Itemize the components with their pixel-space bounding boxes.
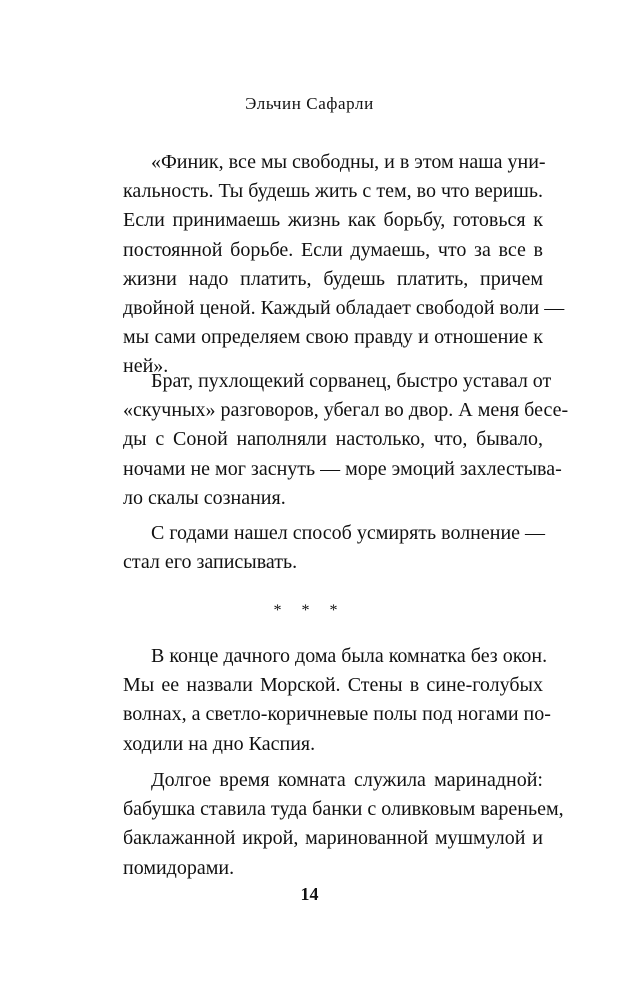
text-line: «Финик, все мы свободны, и в этом наша уни- — [151, 151, 546, 173]
paragraph — [123, 642, 551, 759]
section-break: * * * — [273, 602, 346, 619]
text-line: Брат, пухлощекий сорванец, быстро уставал от — [151, 370, 552, 392]
page-number: 14 — [300, 884, 319, 904]
text-line: Если принимаешь жизнь как борьбу, готовься к — [123, 209, 543, 232]
paragraph — [123, 519, 546, 577]
text-line: мы сами определяем свою правду и отношение к — [123, 326, 543, 349]
text-line: ночами не мог заснуть — море эмоций захлестыва- — [123, 457, 562, 480]
text-line: Долгое время комната служила маринадной: — [151, 769, 543, 791]
text-line: помидорами. — [123, 856, 235, 879]
text-line: жизни надо платить, будешь платить, причем — [123, 267, 543, 290]
text-line: ней». — [123, 355, 169, 378]
text-line: «скучных» разговоров, убегал во двор. А меня бесе- — [123, 399, 569, 422]
text-line: бабушка ставила туда банки с оливковым вареньем, — [123, 798, 564, 821]
text-line: С годами нашел способ усмирять волнение — — [151, 522, 546, 544]
text-line: ды с Соной наполняли настолько, что, бывало, — [123, 428, 543, 451]
text-line: баклажанной икрой, маринованной мушмулой и — [123, 827, 543, 850]
text-line: кальность. Ты будешь жить с тем, во что веришь. — [123, 180, 543, 203]
paragraph — [123, 148, 565, 382]
text-line: ходили на дно Каспия. — [123, 732, 316, 755]
text-line: волнах, а светло-коричневые полы под ногами по- — [123, 703, 551, 726]
paragraph — [123, 766, 564, 883]
text-line: Мы ее назвали Морской. Стены в сине-голубых — [123, 674, 543, 697]
text-line: постоянной борьбе. Если думаешь, что за все в — [123, 238, 543, 261]
paragraph — [123, 367, 569, 513]
text-line: ло скалы сознания. — [123, 486, 286, 509]
text-line: двойной ценой. Каждый обладает свободой воли — — [123, 297, 565, 320]
text-line: В конце дачного дома была комнатка без окон. — [151, 645, 548, 667]
text-line: стал его записывать. — [123, 551, 298, 574]
running-head: Эльчин Сафарли — [245, 94, 374, 113]
